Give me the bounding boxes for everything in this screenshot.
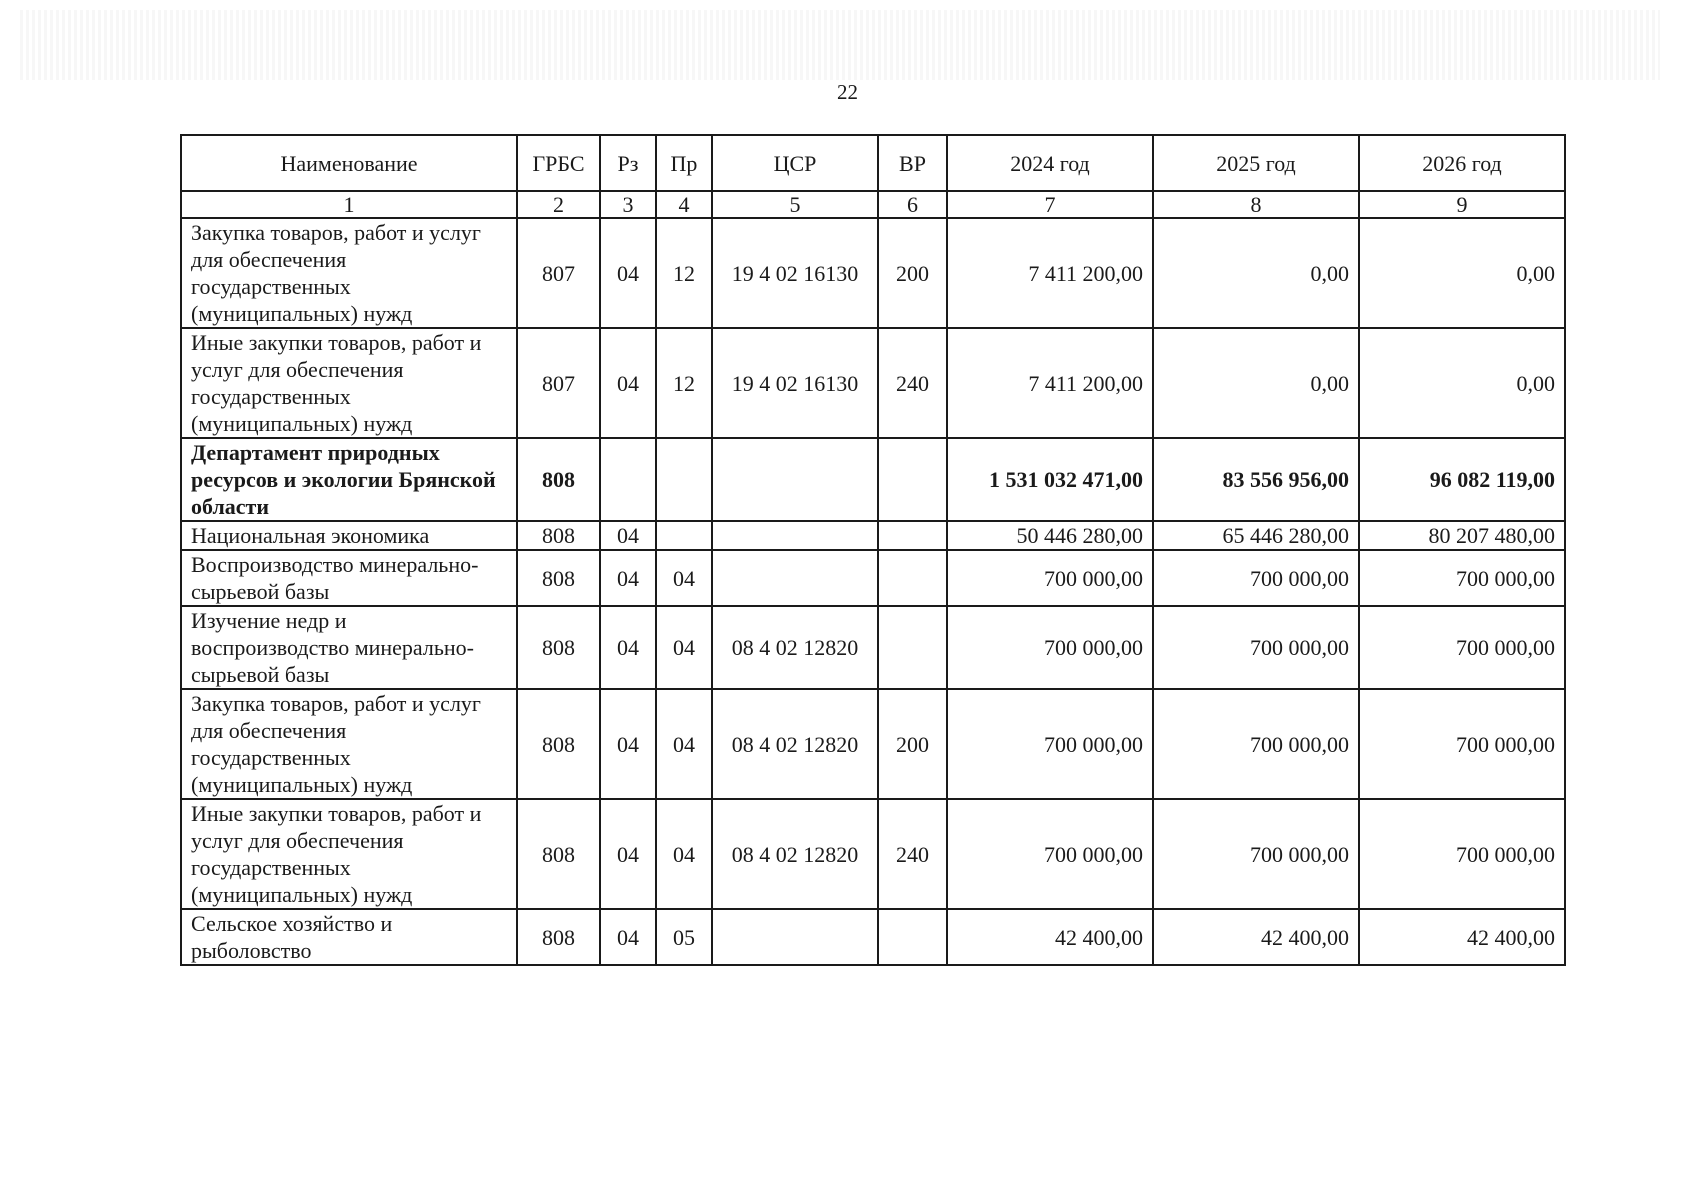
row-2026: 700 000,00	[1359, 550, 1565, 606]
row-vr	[878, 909, 947, 965]
row-2024: 42 400,00	[947, 909, 1153, 965]
row-csr: 08 4 02 12820	[712, 689, 878, 799]
row-vr	[878, 606, 947, 689]
row-2024: 700 000,00	[947, 550, 1153, 606]
row-grbs: 807	[517, 328, 600, 438]
row-name: Национальная экономика	[181, 521, 517, 550]
row-2024: 700 000,00	[947, 689, 1153, 799]
column-number: 4	[656, 191, 712, 218]
row-name: Иные закупки товаров, работ и услуг для обеспечения государственных (муниципальных) нужд	[181, 799, 517, 909]
row-csr: 19 4 02 16130	[712, 328, 878, 438]
row-pr: 04	[656, 606, 712, 689]
row-2026: 0,00	[1359, 328, 1565, 438]
row-csr	[712, 438, 878, 521]
row-2026: 0,00	[1359, 218, 1565, 328]
row-grbs: 808	[517, 550, 600, 606]
row-pr	[656, 438, 712, 521]
row-grbs: 808	[517, 909, 600, 965]
column-number: 5	[712, 191, 878, 218]
row-2026: 80 207 480,00	[1359, 521, 1565, 550]
row-vr: 240	[878, 799, 947, 909]
row-2025: 700 000,00	[1153, 689, 1359, 799]
row-vr: 240	[878, 328, 947, 438]
row-rz: 04	[600, 799, 656, 909]
header-2026: 2026 год	[1359, 135, 1565, 191]
table-row	[181, 689, 1565, 799]
scan-noise-band	[20, 10, 1660, 80]
header-2025: 2025 год	[1153, 135, 1359, 191]
row-name: Закупка товаров, работ и услуг для обеспечения государственных (муниципальных) нужд	[181, 218, 517, 328]
row-grbs: 808	[517, 799, 600, 909]
row-2025: 0,00	[1153, 218, 1359, 328]
table-body	[181, 218, 1565, 965]
row-pr: 12	[656, 218, 712, 328]
row-grbs: 808	[517, 606, 600, 689]
row-2025: 65 446 280,00	[1153, 521, 1359, 550]
column-number: 1	[181, 191, 517, 218]
row-vr	[878, 438, 947, 521]
row-rz: 04	[600, 689, 656, 799]
row-rz: 04	[600, 521, 656, 550]
row-csr	[712, 521, 878, 550]
row-pr	[656, 521, 712, 550]
row-2026: 700 000,00	[1359, 689, 1565, 799]
row-csr: 08 4 02 12820	[712, 606, 878, 689]
row-name: Иные закупки товаров, работ и услуг для обеспечения государственных (муниципальных) нужд	[181, 328, 517, 438]
row-2025: 700 000,00	[1153, 799, 1359, 909]
row-vr	[878, 550, 947, 606]
row-rz: 04	[600, 606, 656, 689]
row-rz: 04	[600, 328, 656, 438]
column-number: 7	[947, 191, 1153, 218]
row-name: Изучение недр и воспроизводство минерально-сырьевой базы	[181, 606, 517, 689]
row-2026: 42 400,00	[1359, 909, 1565, 965]
table-header-row	[181, 135, 1565, 191]
row-2025: 700 000,00	[1153, 606, 1359, 689]
row-2025: 42 400,00	[1153, 909, 1359, 965]
table-row	[181, 799, 1565, 909]
column-number: 2	[517, 191, 600, 218]
budget-table	[180, 134, 1566, 966]
table-row	[181, 328, 1565, 438]
row-2025: 700 000,00	[1153, 550, 1359, 606]
row-2024: 50 446 280,00	[947, 521, 1153, 550]
row-csr: 08 4 02 12820	[712, 799, 878, 909]
header-rz: Рз	[600, 135, 656, 191]
row-name: Департамент природных ресурсов и экологии Брянской области	[181, 438, 517, 521]
row-2026: 700 000,00	[1359, 799, 1565, 909]
header-vr: ВР	[878, 135, 947, 191]
row-pr: 04	[656, 550, 712, 606]
header-grbs: ГРБС	[517, 135, 600, 191]
column-number-row	[181, 191, 1565, 218]
row-2024: 7 411 200,00	[947, 328, 1153, 438]
row-pr: 04	[656, 689, 712, 799]
row-rz: 04	[600, 909, 656, 965]
column-number: 6	[878, 191, 947, 218]
row-grbs: 808	[517, 438, 600, 521]
header-name: Наименование	[181, 135, 517, 191]
table-row	[181, 438, 1565, 521]
header-csr: ЦСР	[712, 135, 878, 191]
row-2024: 700 000,00	[947, 606, 1153, 689]
row-csr: 19 4 02 16130	[712, 218, 878, 328]
column-number: 3	[600, 191, 656, 218]
row-name: Сельское хозяйство и рыболовство	[181, 909, 517, 965]
table-row	[181, 521, 1565, 550]
table-row	[181, 606, 1565, 689]
row-grbs: 808	[517, 521, 600, 550]
page-number: 22	[837, 80, 858, 104]
row-pr: 05	[656, 909, 712, 965]
row-name: Закупка товаров, работ и услуг для обеспечения государственных (муниципальных) нужд	[181, 689, 517, 799]
row-2026: 96 082 119,00	[1359, 438, 1565, 521]
row-rz	[600, 438, 656, 521]
row-rz: 04	[600, 550, 656, 606]
row-2026: 700 000,00	[1359, 606, 1565, 689]
column-number: 8	[1153, 191, 1359, 218]
row-csr	[712, 909, 878, 965]
row-vr: 200	[878, 689, 947, 799]
header-pr: Пр	[656, 135, 712, 191]
table-row	[181, 550, 1565, 606]
row-vr: 200	[878, 218, 947, 328]
row-2024: 700 000,00	[947, 799, 1153, 909]
row-2025: 0,00	[1153, 328, 1359, 438]
column-number: 9	[1359, 191, 1565, 218]
table-row	[181, 909, 1565, 965]
row-name: Воспроизводство минерально-сырьевой базы	[181, 550, 517, 606]
table-row	[181, 218, 1565, 328]
row-grbs: 808	[517, 689, 600, 799]
row-pr: 04	[656, 799, 712, 909]
row-vr	[878, 521, 947, 550]
row-pr: 12	[656, 328, 712, 438]
row-2024: 1 531 032 471,00	[947, 438, 1153, 521]
row-rz: 04	[600, 218, 656, 328]
header-2024: 2024 год	[947, 135, 1153, 191]
row-2024: 7 411 200,00	[947, 218, 1153, 328]
row-grbs: 807	[517, 218, 600, 328]
row-2025: 83 556 956,00	[1153, 438, 1359, 521]
row-csr	[712, 550, 878, 606]
